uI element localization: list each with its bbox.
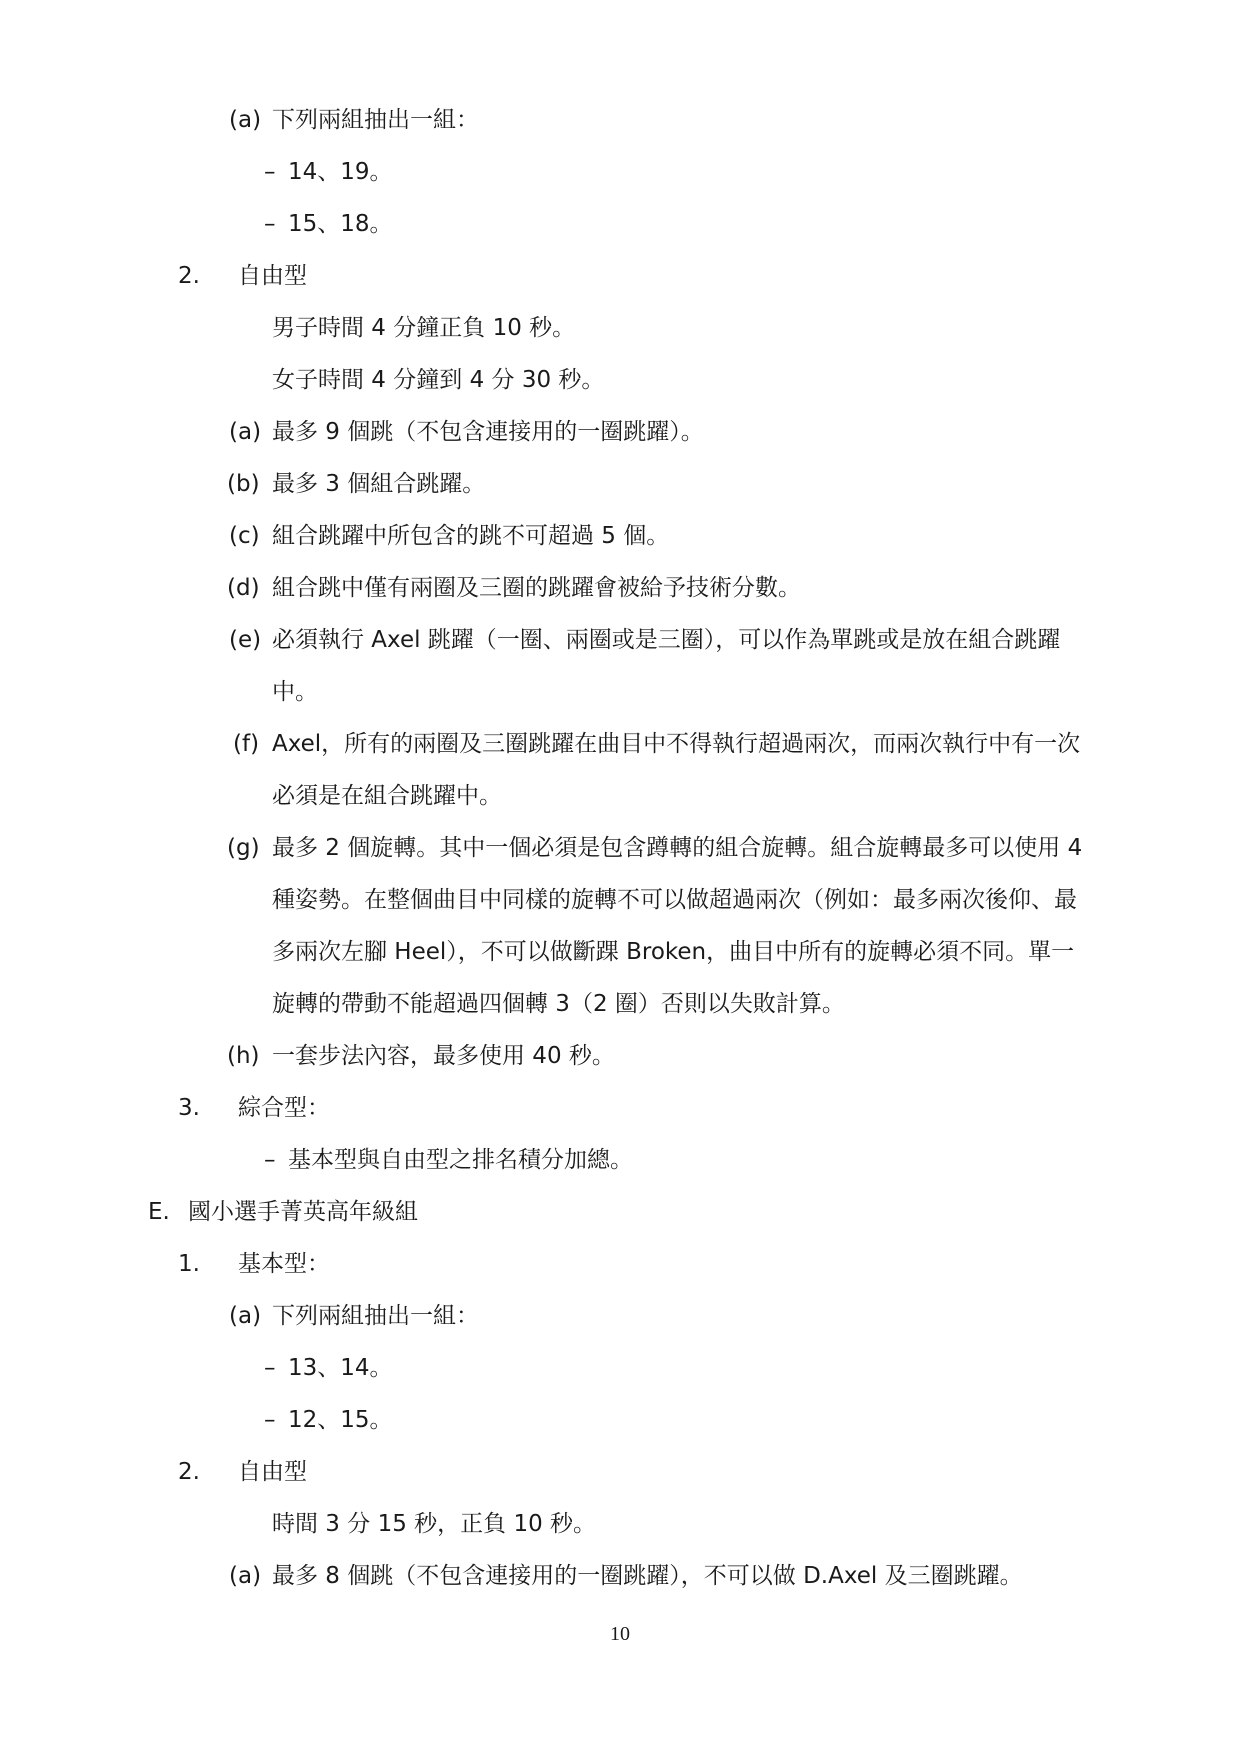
list-marker: (a) <box>229 107 262 133</box>
section-number: 1. <box>178 1251 200 1277</box>
list-marker: – <box>264 1147 276 1173</box>
list-item-text: 基本型與自由型之排名積分加總。 <box>288 1147 633 1173</box>
list-marker: (c) <box>229 523 260 549</box>
list-item-continuation: 種姿勢。在整個曲目中同樣的旋轉不可以做超過兩次（例如：最多兩次後仰、最 <box>272 887 1077 913</box>
list-item-text: 一套步法內容，最多使用 40 秒。 <box>272 1043 615 1069</box>
section-letter: E. <box>148 1199 170 1225</box>
section-heading: 自由型 <box>238 1459 307 1485</box>
list-item-text: 組合跳中僅有兩圈及三圈的跳躍會被給予技術分數。 <box>272 575 801 601</box>
paragraph-line: 男子時間 4 分鐘正負 10 秒。 <box>272 315 576 341</box>
section-number: 2. <box>178 1459 200 1485</box>
list-item-text: Axel，所有的兩圈及三圈跳躍在曲目中不得執行超過兩次，而兩次執行中有一次 <box>272 731 1081 757</box>
paragraph-line: 女子時間 4 分鐘到 4 分 30 秒。 <box>272 367 605 393</box>
list-marker: – <box>264 1407 276 1433</box>
list-item-continuation: 中。 <box>272 679 318 705</box>
list-item-text: 13、14。 <box>288 1355 393 1381</box>
list-item-text: 12、15。 <box>288 1407 393 1433</box>
list-item-text: 下列兩組抽出一組： <box>272 107 479 133</box>
list-marker: (h) <box>227 1043 260 1069</box>
list-item-text: 15、18。 <box>288 211 393 237</box>
list-item-text: 最多 9 個跳（不包含連接用的一圈跳躍）。 <box>272 419 704 445</box>
list-marker: (a) <box>229 1563 262 1589</box>
list-marker: – <box>264 211 276 237</box>
section-heading: 自由型 <box>238 263 307 289</box>
list-item-text: 14、19。 <box>288 159 393 185</box>
list-item-text: 組合跳躍中所包含的跳不可超過 5 個。 <box>272 523 670 549</box>
section-heading: 基本型： <box>238 1251 330 1277</box>
page-number: 10 <box>610 1623 630 1645</box>
list-marker: (d) <box>227 575 260 601</box>
section-heading: 國小選手菁英高年級組 <box>188 1199 418 1225</box>
paragraph-line: 時間 3 分 15 秒，正負 10 秒。 <box>272 1511 597 1537</box>
section-number: 3. <box>178 1095 200 1121</box>
list-item-continuation: 多兩次左腳 Heel），不可以做斷踝 Broken，曲目中所有的旋轉必須不同。單一 <box>272 939 1075 965</box>
list-item-text: 必須執行 Axel 跳躍（一圈、兩圈或是三圈），可以作為單跳或是放在組合跳躍 <box>272 627 1061 653</box>
list-marker: (a) <box>229 1303 262 1329</box>
list-marker: – <box>264 1355 276 1381</box>
list-marker: – <box>264 159 276 185</box>
section-heading: 綜合型： <box>238 1095 330 1121</box>
list-marker: (b) <box>227 471 260 497</box>
list-item-continuation: 必須是在組合跳躍中。 <box>272 783 502 809</box>
list-marker: (a) <box>229 419 262 445</box>
list-item-text: 最多 8 個跳（不包含連接用的一圈跳躍），不可以做 D.Axel 及三圈跳躍。 <box>272 1563 1023 1589</box>
list-item-text: 下列兩組抽出一組： <box>272 1303 479 1329</box>
list-item-text: 最多 3 個組合跳躍。 <box>272 471 486 497</box>
section-number: 2. <box>178 263 200 289</box>
list-item-continuation: 旋轉的帶動不能超過四個轉 3（2 圈）否則以失敗計算。 <box>272 991 845 1017</box>
list-marker: (f) <box>233 731 260 757</box>
list-marker: (g) <box>227 835 260 861</box>
list-marker: (e) <box>229 627 262 653</box>
list-item-text: 最多 2 個旋轉。其中一個必須是包含蹲轉的組合旋轉。組合旋轉最多可以使用 4 <box>272 835 1083 861</box>
